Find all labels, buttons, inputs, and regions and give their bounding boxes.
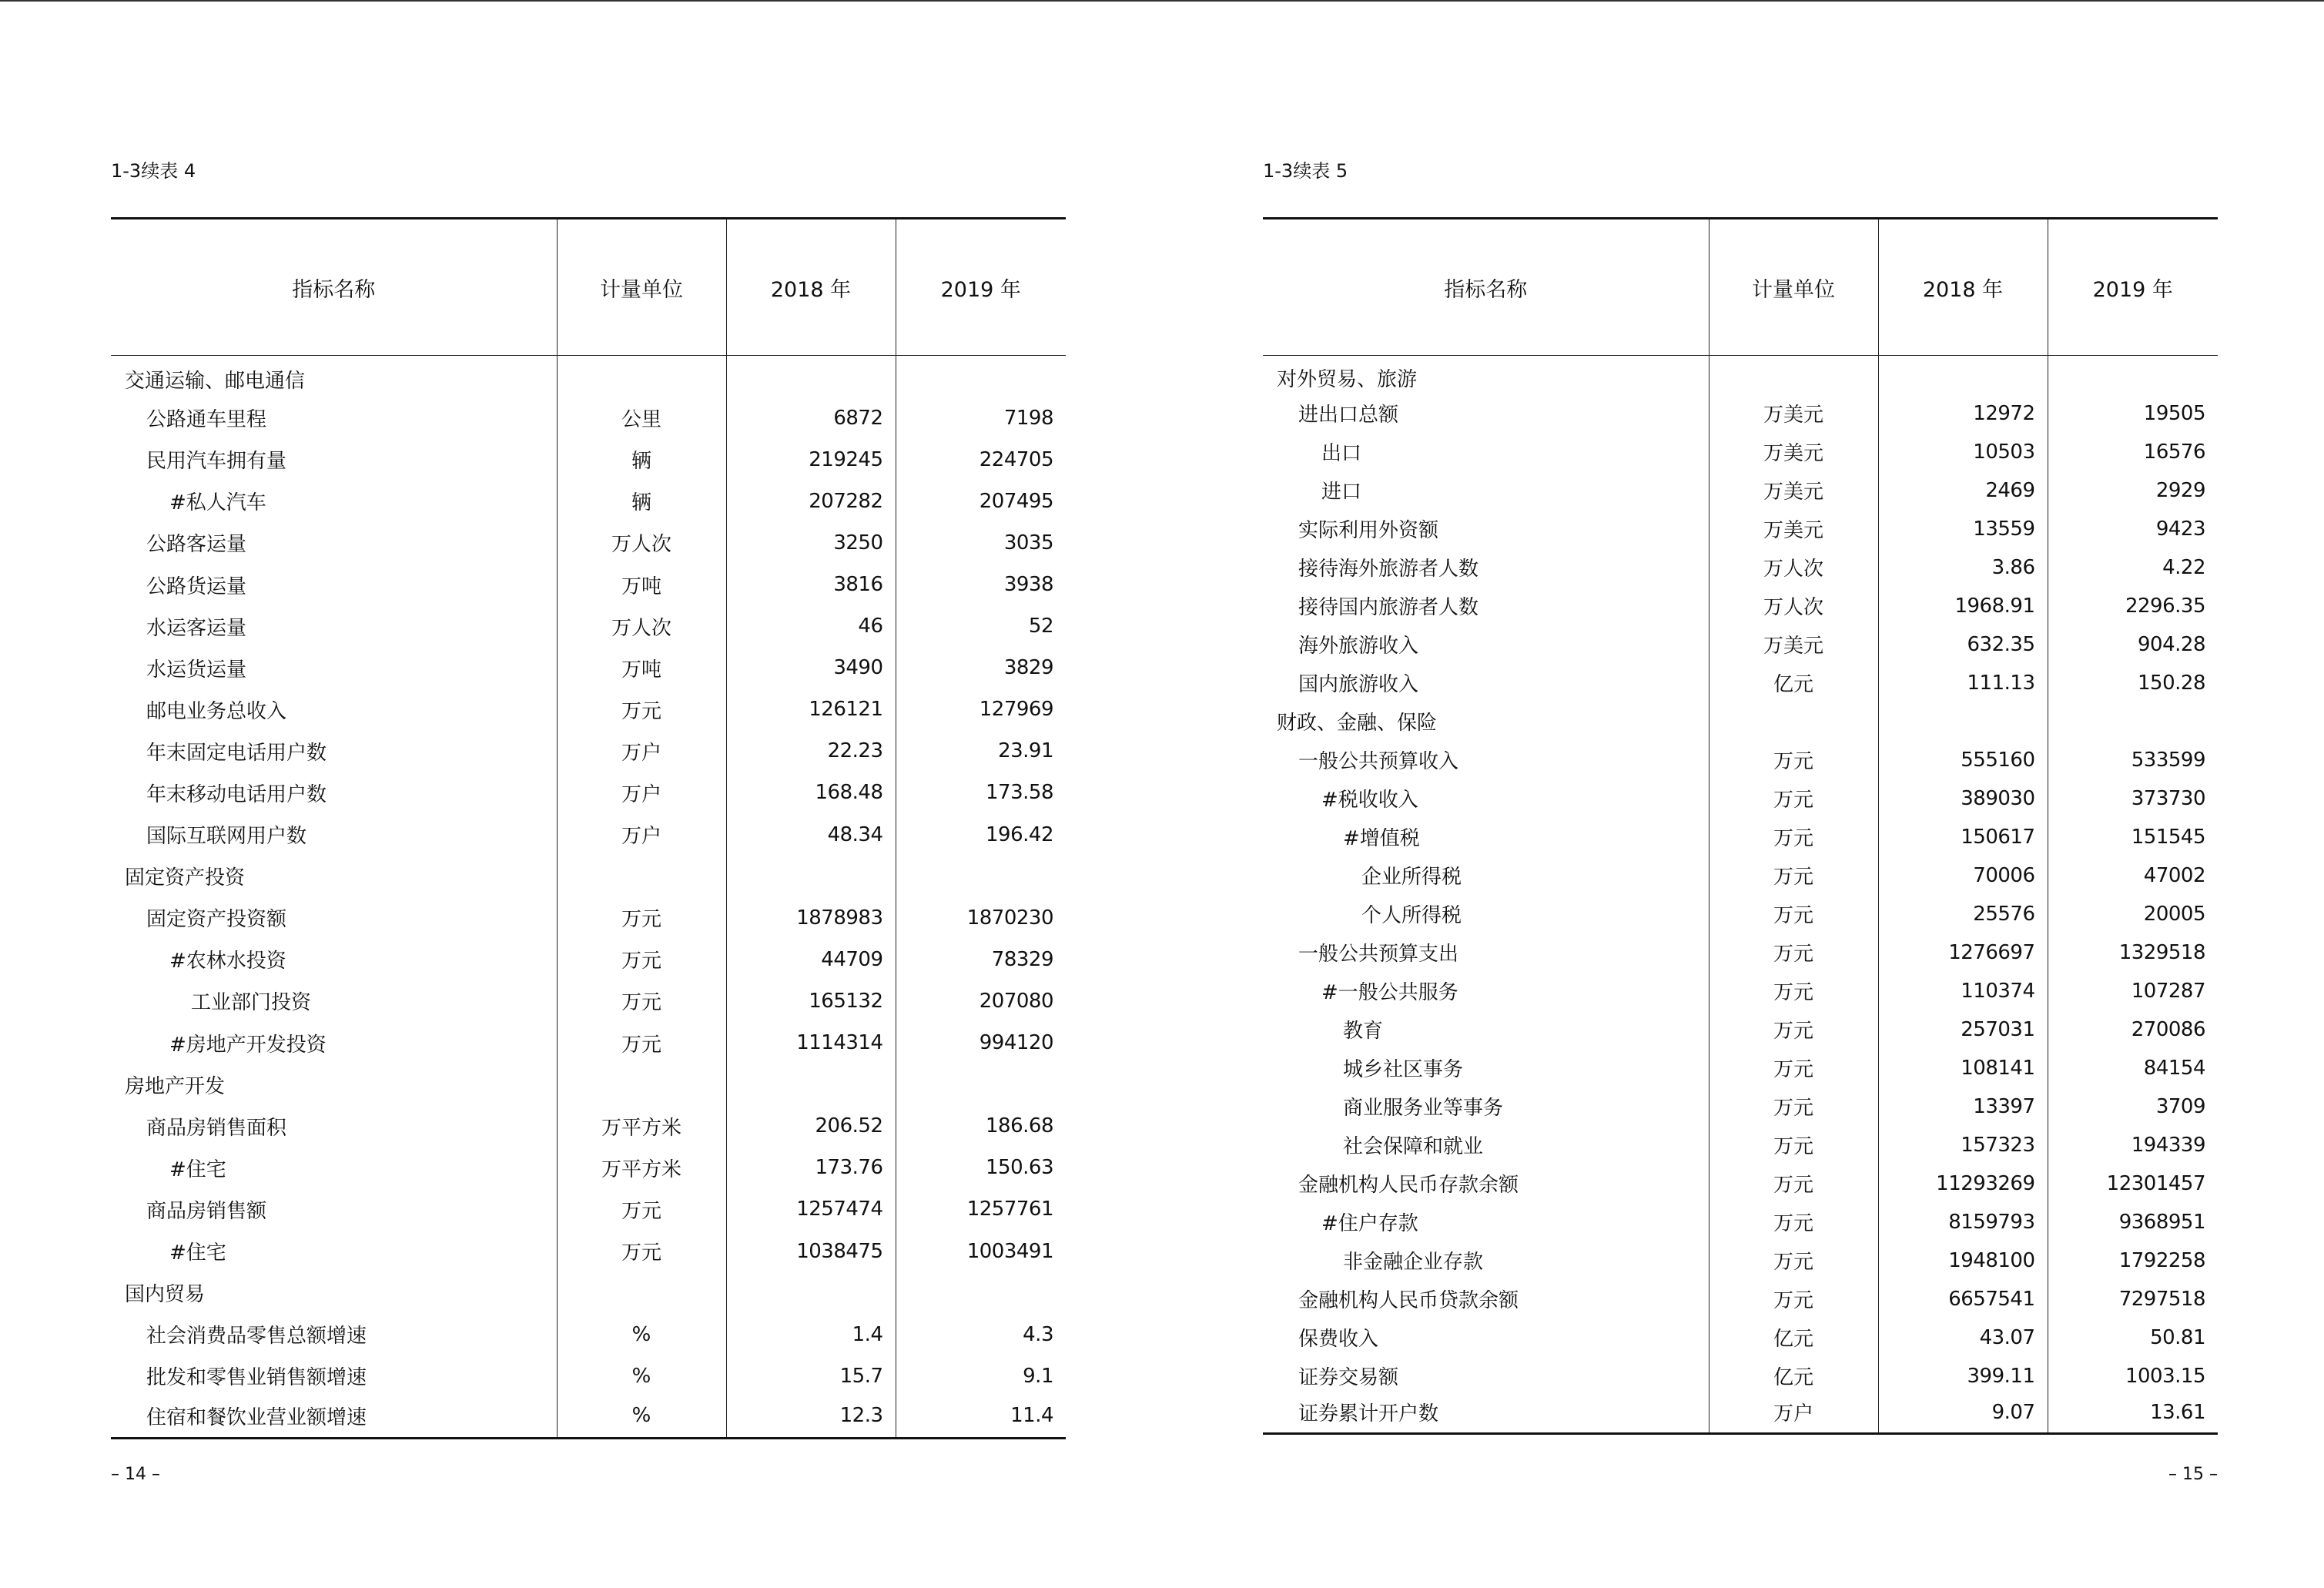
- value-2018-cell: [1878, 356, 2048, 394]
- value-2019-cell: 1870230: [896, 897, 1066, 939]
- indicator-name-cell: 公路货运量: [146, 575, 247, 598]
- indicator-name-cell: #房地产开发投资: [169, 1033, 326, 1057]
- indicator-name-cell: 非金融企业存款: [1343, 1251, 1484, 1274]
- indicator-name-cell: 固定资产投资额: [146, 908, 287, 932]
- value-2018-cell: 173.76: [726, 1147, 896, 1188]
- value-2019-cell: 1329518: [2048, 933, 2218, 972]
- value-2019-cell: 84154: [2048, 1049, 2218, 1087]
- indicator-name-cell: 一般公共预算收入: [1298, 750, 1459, 773]
- unit-cell: 万美元: [1709, 510, 1878, 548]
- value-2018-cell: 22.23: [726, 730, 896, 772]
- unit-cell: 万人次: [1709, 587, 1878, 625]
- section-header-row: [111, 356, 1066, 397]
- unit-cell: 万平方米: [557, 1147, 726, 1188]
- indicator-name-cell: 进出口总额: [1298, 404, 1399, 427]
- unit-cell: 万元: [1709, 1087, 1878, 1126]
- indicator-name-cell: 实际利用外资额: [1298, 519, 1439, 542]
- indicator-name-cell: 海外旅游收入: [1298, 635, 1419, 658]
- value-2019-cell: 107287: [2048, 972, 2218, 1010]
- unit-cell: 万元: [1709, 895, 1878, 933]
- value-2018-cell: 1.4: [726, 1314, 896, 1355]
- indicator-name-cell: 保费收入: [1298, 1328, 1379, 1351]
- indicator-name-cell: 社会消费品零售总额增速: [146, 1325, 367, 1348]
- unit-cell: 万吨: [557, 564, 726, 605]
- table-row: [111, 730, 1066, 772]
- header-unit: 计量单位: [557, 219, 726, 356]
- value-2019-cell: 2296.35: [2048, 587, 2218, 625]
- indicator-name-cell: 国内旅游收入: [1298, 673, 1419, 696]
- value-2019-cell: 9.1: [896, 1355, 1066, 1397]
- section-header-row: [111, 1064, 1066, 1105]
- value-2018-cell: 3250: [726, 522, 896, 564]
- value-2018-cell: 389030: [1878, 779, 2048, 818]
- unit-cell: 万元: [1709, 818, 1878, 856]
- table-row: [1263, 548, 2218, 587]
- value-2019-cell: 16576: [2048, 433, 2218, 471]
- unit-cell: [557, 856, 726, 897]
- value-2019-cell: 3938: [896, 564, 1066, 605]
- header-year-2018: 2018 年: [726, 219, 896, 356]
- header-indicator-name: 指标名称: [1263, 219, 1709, 356]
- unit-cell: %: [557, 1355, 726, 1397]
- unit-cell: 万元: [557, 980, 726, 1022]
- header-year-2019: 2019 年: [2048, 219, 2218, 356]
- table-row: [111, 939, 1066, 980]
- value-2019-cell: 186.68: [896, 1105, 1066, 1147]
- value-2019-cell: [2048, 356, 2218, 394]
- table-row: [111, 564, 1066, 605]
- table-row: [111, 522, 1066, 564]
- value-2018-cell: 9.07: [1878, 1395, 2048, 1434]
- value-2018-cell: [1878, 702, 2048, 741]
- indicator-name-cell: #农林水投资: [169, 950, 286, 973]
- value-2019-cell: 7297518: [2048, 1280, 2218, 1318]
- value-2018-cell: 150617: [1878, 818, 2048, 856]
- value-2019-cell: 52: [896, 605, 1066, 647]
- value-2018-cell: 8159793: [1878, 1203, 2048, 1241]
- table-row: [111, 397, 1066, 439]
- unit-cell: 万元: [1709, 1241, 1878, 1280]
- indicator-name-cell: 教育: [1343, 1020, 1384, 1043]
- table-row: [1263, 1318, 2218, 1357]
- indicator-name-cell: 水运货运量: [146, 658, 247, 682]
- value-2018-cell: 1038475: [726, 1230, 896, 1271]
- value-2018-cell: 6872: [726, 397, 896, 439]
- indicator-name-cell: 企业所得税: [1361, 866, 1462, 889]
- indicator-name-cell: 证券交易额: [1298, 1366, 1399, 1389]
- page-number: – 15 –: [2168, 1465, 2218, 1484]
- table-row: [111, 980, 1066, 1022]
- table-row: [111, 605, 1066, 647]
- indicator-name-cell: 工业部门投资: [191, 991, 312, 1015]
- table-header-row: [1263, 219, 2218, 356]
- table-row: [1263, 741, 2218, 779]
- value-2018-cell: 12.3: [726, 1397, 896, 1439]
- value-2018-cell: 12972: [1878, 394, 2048, 433]
- indicator-name-cell: 个人所得税: [1361, 904, 1462, 927]
- indicator-name-cell: 一般公共预算支出: [1298, 943, 1459, 966]
- unit-cell: 万元: [1709, 1049, 1878, 1087]
- table-row: [1263, 1164, 2218, 1203]
- value-2018-cell: 1276697: [1878, 933, 2048, 972]
- table-row: [1263, 510, 2218, 548]
- value-2019-cell: [896, 856, 1066, 897]
- unit-cell: 万元: [1709, 1164, 1878, 1203]
- unit-cell: 辆: [557, 439, 726, 481]
- value-2018-cell: 1257474: [726, 1188, 896, 1230]
- unit-cell: 万美元: [1709, 433, 1878, 471]
- unit-cell: [1709, 702, 1878, 741]
- indicator-name-cell: 证券累计开户数: [1263, 1395, 1709, 1434]
- unit-cell: 万美元: [1709, 625, 1878, 664]
- unit-cell: 亿元: [1709, 1357, 1878, 1395]
- value-2019-cell: 994120: [896, 1022, 1066, 1064]
- page-number: – 14 –: [111, 1465, 160, 1484]
- table-row: [1263, 1241, 2218, 1280]
- unit-cell: 万元: [1709, 1010, 1878, 1049]
- value-2019-cell: [2048, 702, 2218, 741]
- indicator-name-cell: 进口: [1321, 481, 1362, 504]
- unit-cell: 万元: [1709, 779, 1878, 818]
- indicator-name-cell: #一般公共服务: [1321, 981, 1458, 1004]
- indicator-name-cell: 交通运输、邮电通信: [125, 370, 306, 394]
- unit-cell: 万户: [557, 730, 726, 772]
- value-2018-cell: [726, 1064, 896, 1105]
- indicator-name-cell: #增值税: [1343, 827, 1420, 850]
- value-2018-cell: 108141: [1878, 1049, 2048, 1087]
- indicator-name-cell: 出口: [1321, 442, 1362, 465]
- indicator-name-cell: 年末固定电话用户数: [146, 741, 327, 765]
- table-row: [1263, 933, 2218, 972]
- value-2018-cell: 111.13: [1878, 664, 2048, 702]
- unit-cell: 万元: [557, 1230, 726, 1271]
- value-2018-cell: 43.07: [1878, 1318, 2048, 1357]
- indicator-name-cell: 公路客运量: [146, 533, 247, 557]
- unit-cell: [557, 1272, 726, 1314]
- value-2019-cell: 1257761: [896, 1188, 1066, 1230]
- value-2019-cell: [896, 1272, 1066, 1314]
- value-2018-cell: 25576: [1878, 895, 2048, 933]
- indicator-name-cell: 商业服务业等事务: [1343, 1097, 1504, 1120]
- value-2018-cell: 3816: [726, 564, 896, 605]
- value-2018-cell: 555160: [1878, 741, 2048, 779]
- unit-cell: 万元: [557, 1022, 726, 1064]
- value-2019-cell: 12301457: [2048, 1164, 2218, 1203]
- table-row: [111, 772, 1066, 813]
- section-header-row: [1263, 356, 2218, 394]
- table-row: [111, 688, 1066, 730]
- value-2019-cell: 207495: [896, 481, 1066, 522]
- value-2018-cell: 126121: [726, 688, 896, 730]
- value-2019-cell: 4.3: [896, 1314, 1066, 1355]
- value-2019-cell: 270086: [2048, 1010, 2218, 1049]
- indicator-name-cell: 住宿和餐饮业营业额增速: [111, 1397, 557, 1439]
- unit-cell: 万元: [557, 897, 726, 939]
- value-2018-cell: 46: [726, 605, 896, 647]
- indicator-name-cell: 商品房销售额: [146, 1199, 267, 1223]
- table-body: [1263, 356, 2218, 1434]
- header-indicator-name: 指标名称: [111, 219, 557, 356]
- table-row: [111, 481, 1066, 522]
- table-row: [1263, 856, 2218, 895]
- indicator-name-cell: 国际互联网用户数: [146, 825, 307, 849]
- value-2018-cell: 1948100: [1878, 1241, 2048, 1280]
- value-2018-cell: 48.34: [726, 814, 896, 856]
- table-row: [1263, 1357, 2218, 1395]
- unit-cell: 万户: [1709, 1395, 1878, 1434]
- table-row: [111, 814, 1066, 856]
- value-2018-cell: 15.7: [726, 1355, 896, 1397]
- unit-cell: 万吨: [557, 647, 726, 688]
- table-row: [111, 647, 1066, 688]
- unit-cell: 万元: [1709, 741, 1878, 779]
- value-2019-cell: 23.91: [896, 730, 1066, 772]
- value-2019-cell: 9368951: [2048, 1203, 2218, 1241]
- unit-cell: 万人次: [557, 522, 726, 564]
- value-2018-cell: 3490: [726, 647, 896, 688]
- table-row: [1263, 779, 2218, 818]
- indicator-name-cell: 邮电业务总收入: [146, 699, 287, 723]
- indicator-name-cell: 城乡社区事务: [1343, 1058, 1464, 1081]
- value-2019-cell: 20005: [2048, 895, 2218, 933]
- table-row: [1263, 1087, 2218, 1126]
- value-2018-cell: 219245: [726, 439, 896, 481]
- table-row: [1263, 1280, 2218, 1318]
- indicator-name-cell: 对外贸易、旅游: [1277, 368, 1418, 392]
- unit-cell: 万元: [557, 1188, 726, 1230]
- section-header-row: [111, 1272, 1066, 1314]
- unit-cell: 万元: [1709, 933, 1878, 972]
- value-2019-cell: 1792258: [2048, 1241, 2218, 1280]
- unit-cell: 万人次: [1709, 548, 1878, 587]
- value-2019-cell: 173.58: [896, 772, 1066, 813]
- value-2019-cell: 127969: [896, 688, 1066, 730]
- table-row: [1263, 664, 2218, 702]
- indicator-name-cell: #私人汽车: [169, 491, 266, 515]
- unit-cell: 辆: [557, 481, 726, 522]
- table-row: [1263, 818, 2218, 856]
- value-2018-cell: 207282: [726, 481, 896, 522]
- value-2018-cell: 44709: [726, 939, 896, 980]
- value-2018-cell: [726, 856, 896, 897]
- unit-cell: 万元: [557, 688, 726, 730]
- value-2019-cell: 1003491: [896, 1230, 1066, 1271]
- indicator-name-cell: 接待海外旅游者人数: [1298, 558, 1479, 581]
- value-2019-cell: 533599: [2048, 741, 2218, 779]
- unit-cell: 公里: [557, 397, 726, 439]
- statistics-table: [111, 217, 1066, 1439]
- table-caption: 1-3续表 4: [111, 160, 196, 182]
- value-2018-cell: 110374: [1878, 972, 2048, 1010]
- unit-cell: 亿元: [1709, 664, 1878, 702]
- indicator-name-cell: #住宅: [169, 1157, 226, 1181]
- value-2018-cell: 1968.91: [1878, 587, 2048, 625]
- value-2019-cell: 7198: [896, 397, 1066, 439]
- section-header-row: [111, 856, 1066, 897]
- indicator-name-cell: 商品房销售面积: [146, 1116, 287, 1140]
- unit-cell: 万元: [1709, 1203, 1878, 1241]
- unit-cell: [557, 1064, 726, 1105]
- value-2018-cell: 632.35: [1878, 625, 2048, 664]
- table-row: [111, 1147, 1066, 1188]
- unit-cell: 万人次: [557, 605, 726, 647]
- table-row: [111, 1022, 1066, 1064]
- table-row: [1263, 433, 2218, 471]
- unit-cell: 万美元: [1709, 471, 1878, 510]
- indicator-name-cell: #住宅: [169, 1241, 226, 1265]
- value-2018-cell: 1878983: [726, 897, 896, 939]
- value-2019-cell: 9423: [2048, 510, 2218, 548]
- table-row: [1263, 972, 2218, 1010]
- value-2018-cell: 3.86: [1878, 548, 2048, 587]
- value-2018-cell: 70006: [1878, 856, 2048, 895]
- indicator-name-cell: 金融机构人民币贷款余额: [1298, 1289, 1519, 1312]
- value-2019-cell: [896, 356, 1066, 397]
- value-2019-cell: 224705: [896, 439, 1066, 481]
- value-2018-cell: 11293269: [1878, 1164, 2048, 1203]
- value-2019-cell: 50.81: [2048, 1318, 2218, 1357]
- indicator-name-cell: 民用汽车拥有量: [146, 450, 287, 474]
- value-2019-cell: 2929: [2048, 471, 2218, 510]
- value-2019-cell: 47002: [2048, 856, 2218, 895]
- indicator-name-cell: 接待国内旅游者人数: [1298, 596, 1479, 619]
- unit-cell: [1709, 356, 1878, 394]
- unit-cell: %: [557, 1314, 726, 1355]
- value-2019-cell: 151545: [2048, 818, 2218, 856]
- unit-cell: 万元: [1709, 856, 1878, 895]
- value-2019-cell: 373730: [2048, 779, 2218, 818]
- value-2019-cell: 11.4: [896, 1397, 1066, 1439]
- left-page: [111, 0, 1066, 1588]
- value-2019-cell: 3709: [2048, 1087, 2218, 1126]
- table-row: [111, 1397, 1066, 1439]
- value-2018-cell: 2469: [1878, 471, 2048, 510]
- value-2018-cell: 10503: [1878, 433, 2048, 471]
- table-row: [111, 1314, 1066, 1355]
- indicator-name-cell: 公路通车里程: [146, 408, 267, 432]
- value-2019-cell: 78329: [896, 939, 1066, 980]
- header-unit: 计量单位: [1709, 219, 1878, 356]
- value-2019-cell: 3829: [896, 647, 1066, 688]
- value-2019-cell: 1003.15: [2048, 1357, 2218, 1395]
- unit-cell: 万户: [557, 772, 726, 813]
- table-row: [1263, 471, 2218, 510]
- value-2019-cell: [896, 1064, 1066, 1105]
- value-2018-cell: 168.48: [726, 772, 896, 813]
- table-body: [111, 356, 1066, 1439]
- indicator-name-cell: 年末移动电话用户数: [146, 782, 327, 806]
- value-2019-cell: 4.22: [2048, 548, 2218, 587]
- value-2018-cell: [726, 356, 896, 397]
- unit-cell: 万元: [1709, 972, 1878, 1010]
- value-2019-cell: 150.63: [896, 1147, 1066, 1188]
- table-caption: 1-3续表 5: [1263, 160, 1348, 182]
- unit-cell: 万户: [557, 814, 726, 856]
- unit-cell: 万元: [557, 939, 726, 980]
- unit-cell: 亿元: [1709, 1318, 1878, 1357]
- table-row: [1263, 587, 2218, 625]
- unit-cell: 万元: [1709, 1280, 1878, 1318]
- value-2018-cell: 165132: [726, 980, 896, 1022]
- indicator-name-cell: 金融机构人民币存款余额: [1298, 1174, 1519, 1197]
- value-2018-cell: 13397: [1878, 1087, 2048, 1126]
- table-row: [1263, 1395, 2218, 1434]
- table-row: [111, 1105, 1066, 1147]
- value-2019-cell: 196.42: [896, 814, 1066, 856]
- value-2019-cell: 19505: [2048, 394, 2218, 433]
- statistics-table: [1263, 217, 2218, 1435]
- table-row: [1263, 394, 2218, 433]
- unit-cell: %: [557, 1397, 726, 1439]
- indicator-name-cell: 财政、金融、保险: [1277, 712, 1438, 735]
- value-2018-cell: 157323: [1878, 1126, 2048, 1164]
- indicator-name-cell: 固定资产投资: [125, 866, 246, 890]
- table-row: [111, 897, 1066, 939]
- indicator-name-cell: #住户存款: [1321, 1212, 1418, 1235]
- table-row: [1263, 1049, 2218, 1087]
- unit-cell: 万平方米: [557, 1105, 726, 1147]
- value-2018-cell: 399.11: [1878, 1357, 2048, 1395]
- table-row: [1263, 1203, 2218, 1241]
- value-2018-cell: 13559: [1878, 510, 2048, 548]
- right-page: [1263, 0, 2218, 1588]
- indicator-name-cell: #税收收入: [1321, 789, 1418, 812]
- indicator-name-cell: 国内贸易: [125, 1283, 206, 1307]
- unit-cell: 万美元: [1709, 394, 1878, 433]
- table-row: [111, 439, 1066, 481]
- indicator-name-cell: 批发和零售业销售额增速: [146, 1366, 367, 1390]
- value-2019-cell: 207080: [896, 980, 1066, 1022]
- table-row: [111, 1355, 1066, 1397]
- indicator-name-cell: 房地产开发: [125, 1074, 226, 1098]
- table-row: [1263, 625, 2218, 664]
- value-2018-cell: 6657541: [1878, 1280, 2048, 1318]
- value-2018-cell: [726, 1272, 896, 1314]
- value-2018-cell: 206.52: [726, 1105, 896, 1147]
- table-row: [1263, 895, 2218, 933]
- value-2019-cell: 13.61: [2048, 1395, 2218, 1434]
- table-row: [111, 1230, 1066, 1271]
- unit-cell: 万元: [1709, 1126, 1878, 1164]
- indicator-name-cell: 社会保障和就业: [1343, 1135, 1484, 1158]
- value-2019-cell: 194339: [2048, 1126, 2218, 1164]
- table-row: [111, 1188, 1066, 1230]
- value-2019-cell: 3035: [896, 522, 1066, 564]
- value-2018-cell: 1114314: [726, 1022, 896, 1064]
- unit-cell: [557, 356, 726, 397]
- header-year-2018: 2018 年: [1878, 219, 2048, 356]
- table-row: [1263, 1126, 2218, 1164]
- value-2019-cell: 150.28: [2048, 664, 2218, 702]
- table-row: [1263, 1010, 2218, 1049]
- table-header-row: [111, 219, 1066, 356]
- header-year-2019: 2019 年: [896, 219, 1066, 356]
- value-2018-cell: 257031: [1878, 1010, 2048, 1049]
- value-2019-cell: 904.28: [2048, 625, 2218, 664]
- indicator-name-cell: 水运客运量: [146, 616, 247, 640]
- section-header-row: [1263, 702, 2218, 741]
